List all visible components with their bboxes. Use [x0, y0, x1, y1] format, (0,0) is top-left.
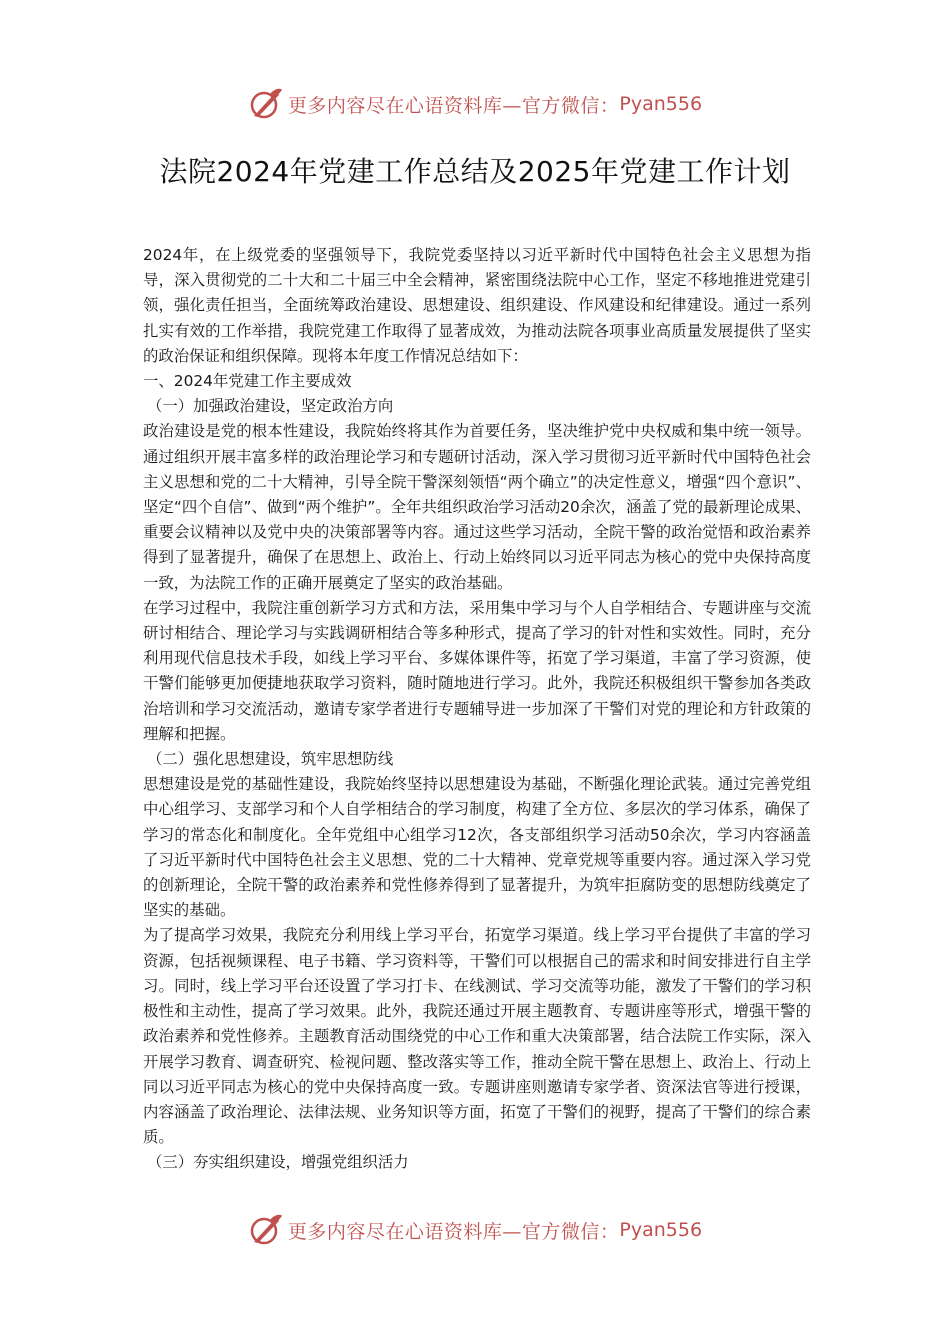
paragraph: 思想建设是党的基础性建设，我院始终坚持以思想建设为基础，不断强化理论武装。通过完善党组中心组学习、支部学习和个人自学相结合的学习制度，构建了全方位、多层次的学习体系，确保了学习的常态化和制度化。全年党组中心组学习12次，各支部组织学习活动50余次，学习内容涵盖了习近平新时代中国特色社会主义思想、党的二十大精神、党章党规等重要内容。通过深入学习党的创新理论，全院干警的政治素养和党性修养得到了显著提升，为筑牢拒腐防变的思想防线奠定了坚实的基础。	[143, 775, 811, 920]
paragraph: 为了提高学习效果，我院充分利用线上学习平台，拓宽学习渠道。线上学习平台提供了丰富的学习资源，包括视频课程、电子书籍、学习资料等，干警们可以根据自己的需求和时间安排进行自主学习。同时，线上学习平台还设置了学习打卡、在线测试、学习交流等功能，激发了干警们的学习积极性和主动性，提高了学习效果。此外，我院还通过开展主题教育、专题讲座等形式，增强干警的政治素养和党性修养。主题教育活动围绕党的中心工作和重大决策部署，结合法院工作实际，深入开展学习教育、调查研究、检视问题、整改落实等工作，推动全院干警在思想上、政治上、行动上同以习近平同志为核心的党中央保持高度一致。专题讲座则邀请专家学者、资深法官等进行授课，内容涵盖了政治理论、法律法规、业务知识等方面，拓宽了干警们的视野，提高了干警们的综合素质。	[143, 926, 811, 1147]
paragraph: 在学习过程中，我院注重创新学习方式和方法，采用集中学习与个人自学相结合、专题讲座与交流研讨相结合、理论学习与实践调研相结合等多种形式，提高了学习的针对性和实效性。同时，充分利用现代信息技术手段，如线上学习平台、多媒体课件等，拓宽了学习渠道，丰富了学习资源，使干警们能够更加便捷地获取学习资料，随时随地进行学习。此外，我院还积极组织干警参加各类政治培训和学习交流活动，邀请专家学者进行专题辅导进一步加深了干警们对党的理论和方针政策的理解和把握。	[143, 598, 811, 743]
section-heading-1: 一、2024年党建工作主要成效	[143, 372, 352, 391]
banner-wechat-id: Pyan556	[619, 1219, 703, 1241]
intro-paragraph: 2024年，在上级党委的坚强领导下，我院党委坚持以习近平新时代中国特色社会主义思想为指导，深入贯彻党的二十大和二十届三中全会精神，紧密围绕法院中心工作，坚定不移地推进党建引领，强化责任担当，全面统筹政治建设、思想建设、组织建设、作风建设和纪律建设。通过一系列扎实有效的工作举措，我院党建工作取得了显著成效，为推动法院各项事业高质量发展提供了坚实的政治保证和组织保障。现将本年度工作情况总结如下：	[143, 246, 811, 365]
subsection-heading-1: （一）加强政治建设，坚定政治方向	[147, 397, 394, 416]
quill-pen-logo-icon	[248, 1212, 284, 1248]
footer-banner	[0, 1210, 950, 1250]
document-body	[143, 243, 811, 1176]
banner-text: 更多内容尽在心语资料库—官方微信：	[287, 1220, 620, 1243]
document-title: 法院2024年党建工作总结及2025年党建工作计划	[159, 155, 791, 188]
subsection-heading-2: （二）强化思想建设，筑牢思想防线	[147, 750, 394, 769]
quill-pen-logo-icon	[248, 86, 284, 122]
header-banner	[0, 84, 950, 124]
banner-text: 更多内容尽在心语资料库—官方微信：	[287, 94, 620, 117]
paragraph: 政治建设是党的根本性建设，我院始终将其作为首要任务，坚决维护党中央权威和集中统一领导。通过组织开展丰富多样的政治理论学习和专题研讨活动，深入学习贯彻习近平新时代中国特色社会主义思想和党的二十大精神，引导全院干警深刻领悟“两个确立”的决定性意义，增强“四个意识”、坚定“四个自信”、做到“两个维护”。全年共组织政治学习活动20余次，涵盖了党的最新理论成果、重要会议精神以及党中央的决策部署等内容。通过这些学习活动，全院干警的政治觉悟和政治素养得到了显著提升，确保了在思想上、政治上、行动上始终同以习近平同志为核心的党中央保持高度一致，为法院工作的正确开展奠定了坚实的政治基础。	[143, 422, 811, 592]
subsection-heading-3: （三）夯实组织建设，增强党组织活力	[147, 1153, 409, 1172]
banner-wechat-id: Pyan556	[619, 93, 703, 115]
